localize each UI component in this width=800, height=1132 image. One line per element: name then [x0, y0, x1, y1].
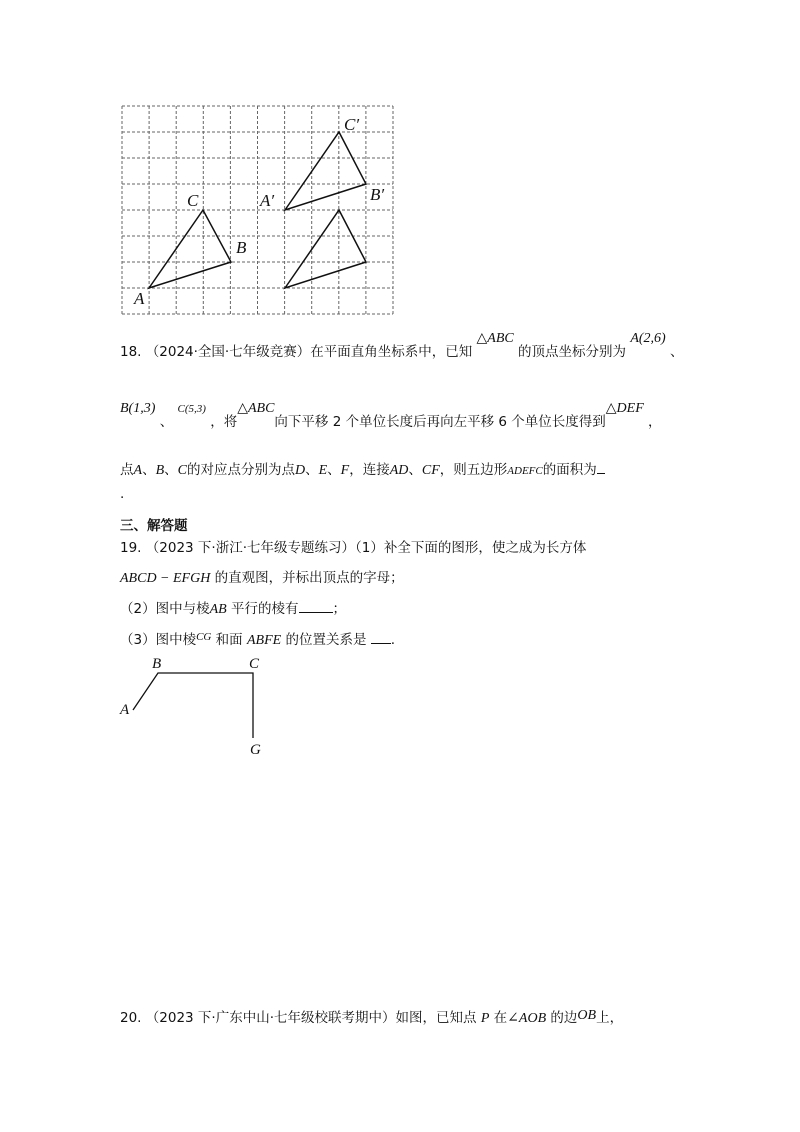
- text: ；: [332, 601, 346, 617]
- text: 向下平移 2 个单位长度后再向左平移 6 个单位长度得到: [274, 414, 606, 430]
- math: ADEFC: [507, 465, 543, 477]
- label-c-prime: C′: [344, 115, 360, 134]
- math: ABCD − EFGH: [120, 571, 211, 586]
- triangle-translated: [285, 210, 366, 288]
- text: 和面: [215, 632, 243, 648]
- q18-line3: [120, 458, 605, 479]
- math: C: [177, 463, 187, 478]
- q18-line1: [120, 331, 684, 361]
- question-number: 18.: [120, 344, 142, 360]
- question-number: 19.: [120, 540, 142, 556]
- question-number: 20.: [120, 1010, 142, 1026]
- text: 的顶点坐标分别为: [518, 344, 627, 360]
- label-a: A: [134, 289, 145, 308]
- math: AB: [209, 602, 227, 617]
- text: 的面积为: [542, 462, 597, 478]
- q20-line1: [120, 1006, 623, 1027]
- label-a: A: [120, 702, 130, 718]
- text: ，连接: [349, 462, 390, 478]
- label-c: C: [187, 191, 199, 210]
- text: .: [120, 486, 125, 502]
- text: 上，: [596, 1010, 624, 1026]
- section-heading: 三、解答题: [120, 518, 188, 534]
- text: 、: [159, 414, 174, 430]
- label-b-prime: B′: [370, 185, 385, 204]
- text: ，将: [210, 414, 238, 430]
- math: D: [294, 463, 306, 478]
- math: P: [480, 1011, 490, 1026]
- label-c: C: [249, 656, 260, 672]
- math: ABFE: [246, 633, 282, 648]
- answer-blank: [299, 600, 333, 613]
- math: E: [318, 463, 328, 478]
- math: B: [155, 463, 165, 478]
- question-source: （2023 下·浙江·七年级专题练习）: [145, 540, 356, 556]
- text: 、: [327, 462, 341, 478]
- math: CG: [196, 631, 212, 643]
- answer-blank: [371, 631, 391, 644]
- text: 、: [670, 344, 684, 360]
- text: 在平面直角坐标系中，已知: [310, 344, 473, 360]
- label-a-prime: A′: [260, 191, 275, 210]
- math: △ABC: [476, 331, 514, 346]
- text: 平行的棱有: [231, 601, 299, 617]
- text: 的直观图，并标出顶点的字母；: [214, 570, 404, 586]
- text: 在: [493, 1010, 508, 1026]
- text: 、: [408, 462, 422, 478]
- text: 的对应点分别为点: [186, 462, 295, 478]
- cuboid-edges: [133, 673, 253, 738]
- math: B(1,3): [120, 401, 156, 416]
- answer-blank: [597, 461, 605, 474]
- text: （2）图中与棱: [120, 601, 210, 617]
- text: （3）图中棱: [120, 632, 197, 648]
- label-b: B: [152, 656, 162, 672]
- math: CF: [421, 463, 440, 478]
- math: C(5,3): [177, 403, 206, 415]
- math: △DEF: [605, 401, 644, 416]
- text: 的边: [550, 1010, 578, 1026]
- text: 、: [305, 462, 319, 478]
- math: ∠AOB: [507, 1011, 547, 1026]
- text: 、: [142, 462, 156, 478]
- question-source: （2024·全国·七年级竞赛）: [145, 344, 311, 360]
- math: F: [340, 463, 350, 478]
- q19-line2: [120, 566, 404, 587]
- cuboid-partial-figure: [0, 650, 300, 760]
- q19-line1: [120, 536, 586, 556]
- text: 、: [164, 462, 178, 478]
- text: 的位置关系是: [285, 632, 367, 648]
- math: OB: [577, 1008, 597, 1023]
- triangle-abc-prime: [285, 132, 366, 210]
- q19-line4: [120, 628, 395, 649]
- math: A(2,6): [630, 331, 666, 346]
- q19-line3: [120, 597, 346, 618]
- translation-grid-figure: [0, 0, 800, 330]
- label-b: B: [236, 238, 247, 257]
- question-source: （2023 下·广东中山·七年级校联考期中）: [145, 1010, 396, 1026]
- label-g: G: [250, 742, 261, 758]
- text: 如图，已知点: [395, 1010, 477, 1026]
- text: （1）补全下面的图形，使之成为长方体: [355, 540, 587, 556]
- text: 点: [120, 462, 134, 478]
- text: ，: [648, 414, 662, 430]
- q18-line2: [120, 401, 662, 431]
- math: △ABC: [237, 401, 275, 416]
- text: .: [390, 632, 396, 648]
- math: AD: [389, 463, 409, 478]
- triangle-abc: [149, 210, 231, 288]
- text: ，则五边形: [439, 462, 508, 478]
- math: A: [133, 463, 143, 478]
